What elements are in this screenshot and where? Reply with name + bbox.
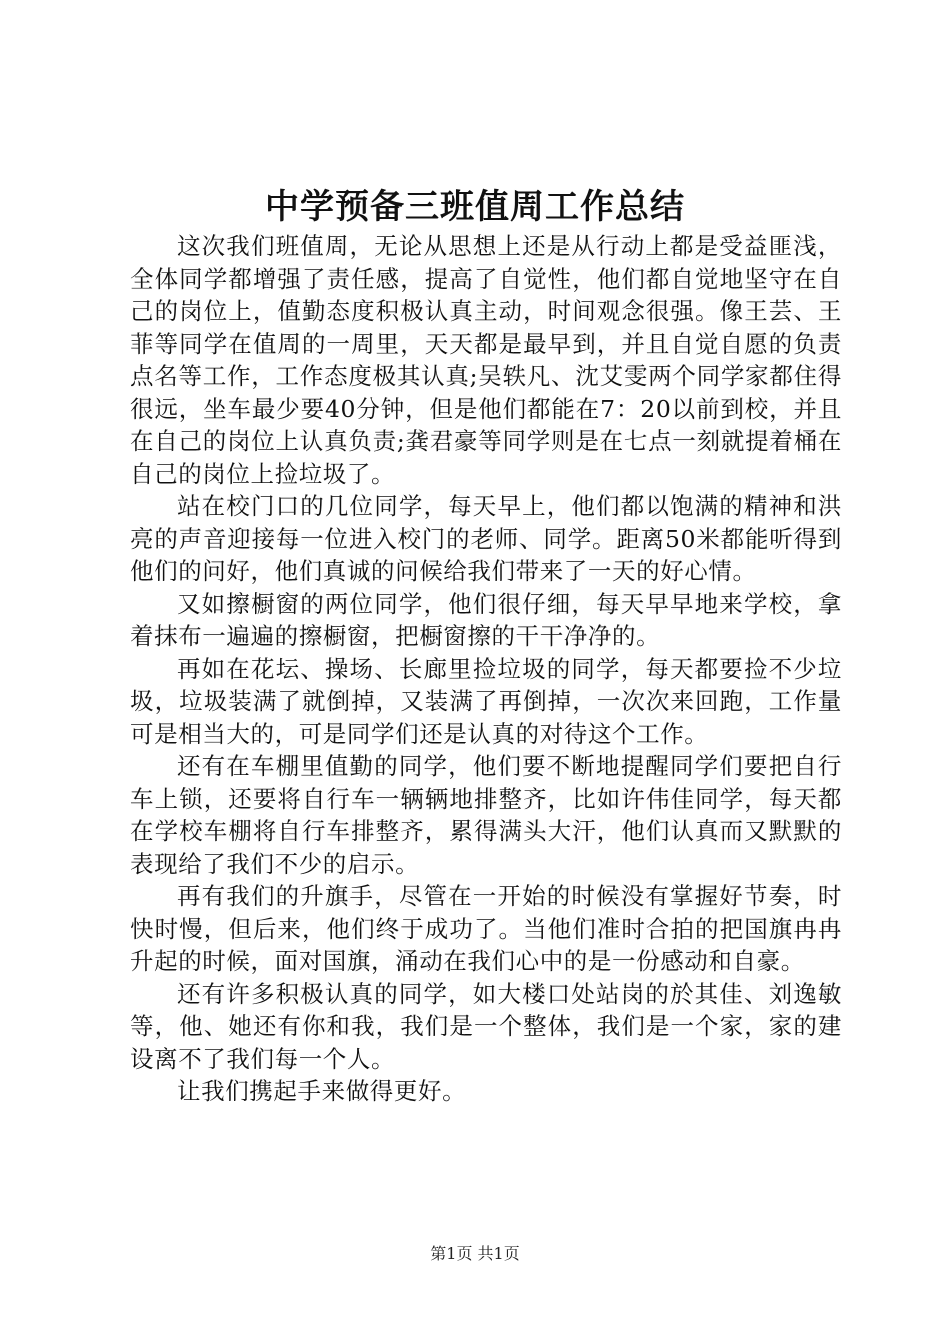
- paragraph-6: 再有我们的升旗手，尽管在一开始的时候没有掌握好节奏，时快时慢，但后来，他们终于成功了。当他们准时合拍的把国旗冉冉升起的时候，面对国旗，涌动在我们心中的是一份感动和自豪。: [130, 882, 842, 975]
- paragraph-2: 站在校门口的几位同学，每天早上，他们都以饱满的精神和洪亮的声音迎接每一位进入校门的老师、同学。距离50米都能听得到他们的问好，他们真诚的问候给我们带来了一天的好心情。: [130, 492, 842, 585]
- document-title: 中学预备三班值周工作总结: [265, 187, 685, 227]
- paragraph-7: 还有许多积极认真的同学，如大楼口处站岗的於其佳、刘逸敏等，他、她还有你和我，我们是一个整体，我们是一个家，家的建设离不了我们每一个人。: [130, 979, 842, 1073]
- document-body: [130, 230, 842, 1108]
- paragraph-4: 再如在花坛、操场、长廊里捡垃圾的同学，每天都要捡不少垃圾，垃圾装满了就倒掉，又装满了再倒掉，一次次来回跑，工作量可是相当大的，可是同学们还是认真的对待这个工作。: [130, 654, 842, 748]
- paragraph-3: 又如擦橱窗的两位同学，他们很仔细，每天早早地来学校，拿着抹布一遍遍的擦橱窗，把橱窗擦的干干净净的。: [130, 589, 842, 650]
- paragraph-5: 还有在车棚里值勤的同学，他们要不断地提醒同学们要把自行车上锁，还要将自行车一辆辆地排整齐，比如许伟佳同学，每天都在学校车棚将自行车排整齐，累得满头大汗，他们认真而又默默的表现给了我们不少的启示。: [130, 752, 842, 878]
- page-number-footer: 第1页 共1页: [430, 1244, 520, 1263]
- paragraph-1: 这次我们班值周，无论从思想上还是从行动上都是受益匪浅，全体同学都增强了责任感，提高了自觉性，他们都自觉地坚守在自己的岗位上，值勤态度积极认真主动，时间观念很强。像王芸、王菲等同学在值周的一周里，天天都是最早到，并且自觉自愿的负责点名等工作，工作态度极其认真;吴轶凡、沈艾雯两个同学家都住得很远，坐车最少要40分钟，但是他们都能在7：20以前到校，并且在自己的岗位上认真负责;龚君豪等同学则是在七点一刻就提着桶在自己的岗位上捡垃圾了。: [130, 232, 842, 488]
- paragraph-8: 让我们携起手来做得更好。: [177, 1077, 467, 1105]
